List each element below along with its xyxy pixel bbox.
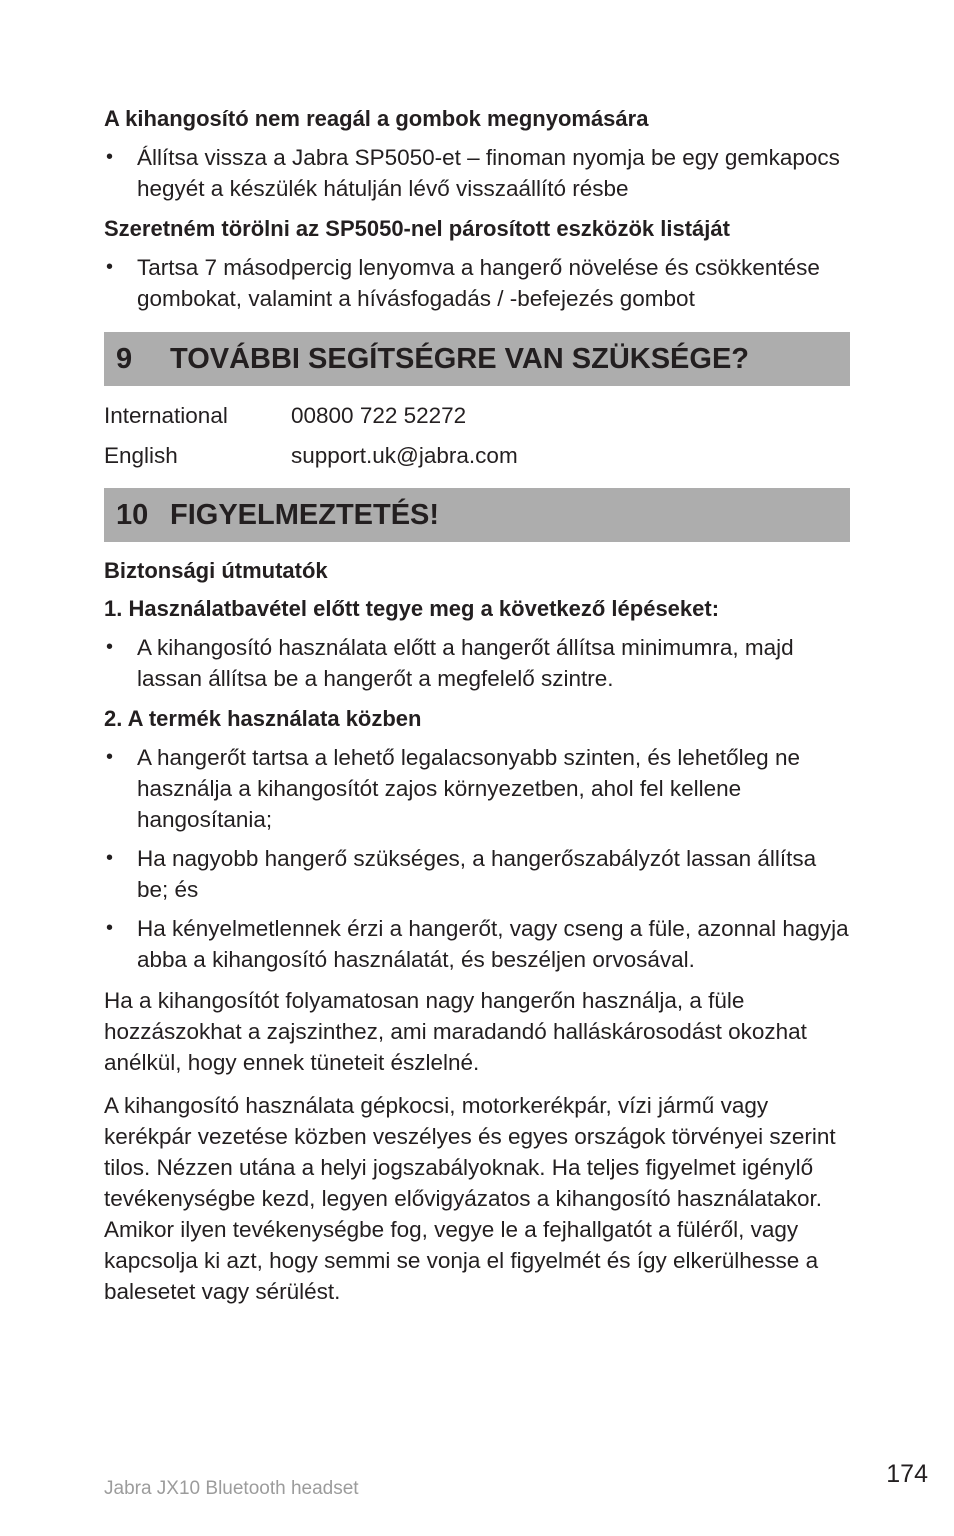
page-content <box>104 104 850 1319</box>
q2-heading: Szeretném törölni az SP5050-nel párosított eszközök listáját <box>104 216 730 241</box>
body-paragraph: A kihangosító használata gépkocsi, motorkerékpár, vízi jármű vagy kerékpár vezetése közben veszélyes és egyes országok törvényei szerint tilos. Nézzen utána a helyi jogszabályoknak. Ha teljes figyelmet igénylő tevékenységbe kezd, legyen elővigyázatos a kihangosító használatakor. Amikor ilyen tevékenységbe fog, vegye le a fejhallgatót a füléről, vagy kapcsolja ki azt, hogy semmi se vonja el figyelmét és így elkerülhesse a balesetet vagy sérülést. <box>104 1093 836 1304</box>
section-10-heading <box>104 488 850 542</box>
bullet-icon: • <box>106 636 114 658</box>
section-title: TOVÁBBI SEGÍTSÉGRE VAN SZÜKSÉGE? <box>170 342 750 375</box>
safety-heading: Biztonsági útmutatók <box>104 558 328 583</box>
bullet-icon: • <box>106 746 114 768</box>
section-9-heading <box>104 332 850 386</box>
contact-row-international <box>104 396 850 436</box>
step1-list <box>104 632 850 694</box>
contact-email: support.uk@jabra.com <box>291 443 518 468</box>
q1-heading: A kihangosító nem reagál a gombok megnyomására <box>104 106 649 131</box>
footer-doc-title: Jabra JX10 Bluetooth headset <box>104 1478 359 1499</box>
section-number: 9 <box>116 342 133 375</box>
body-paragraph: Ha a kihangosítót folyamatosan nagy hangerőn használja, a füle hozzászokhat a zajszinthez, ami maradandó halláskárosodást okozhat anélkül, hogy ennek tüneteit észlelné. <box>104 988 807 1075</box>
step2-heading: 2. A termék használata közben <box>104 706 422 731</box>
list-item: • A kihangosító használata előtt a hangerőt állítsa minimumra, majd lassan állítsa be a hangerőt a megfelelő szintre. <box>104 632 850 694</box>
list-item: • Ha nagyobb hangerő szükséges, a hangerőszabályzót lassan állítsa be; és <box>104 843 850 905</box>
bullet-icon: • <box>106 847 114 869</box>
contact-label: English <box>104 443 178 468</box>
contact-row-english <box>104 436 850 476</box>
contact-label: International <box>104 403 228 428</box>
q2-list <box>104 252 850 314</box>
list-item: • Ha kényelmetlennek érzi a hangerőt, vagy cseng a füle, azonnal hagyja abba a kihangosító használatát, és beszéljen orvosával. <box>104 913 850 975</box>
list-item: • Állítsa vissza a Jabra SP5050-et – finoman nyomja be egy gemkapocs hegyét a készülék hátulján lévő visszaállító résbe <box>104 142 850 204</box>
step1-heading: 1. Használatbavétel előtt tegye meg a következő lépéseket: <box>104 596 720 621</box>
contact-phone: 00800 722 52272 <box>291 403 467 428</box>
bullet-icon: • <box>106 917 114 939</box>
page-number: 174 <box>886 1460 928 1488</box>
list-item: • Tartsa 7 másodpercig lenyomva a hangerő növelése és csökkentése gombokat, valamint a hívásfogadás / -befejezés gombot <box>104 252 850 314</box>
list-item: • A hangerőt tartsa a lehető legalacsonyabb szinten, és lehetőleg ne használja a kihangosítót zajos környezetben, ahol fel kellene hangosítania; <box>104 742 850 835</box>
section-title: FIGYELMEZTETÉS! <box>170 498 440 531</box>
q1-list <box>104 142 850 204</box>
bullet-icon: • <box>106 256 114 278</box>
step2-list <box>104 742 850 975</box>
section-number: 10 <box>116 498 149 531</box>
bullet-icon: • <box>106 146 114 168</box>
